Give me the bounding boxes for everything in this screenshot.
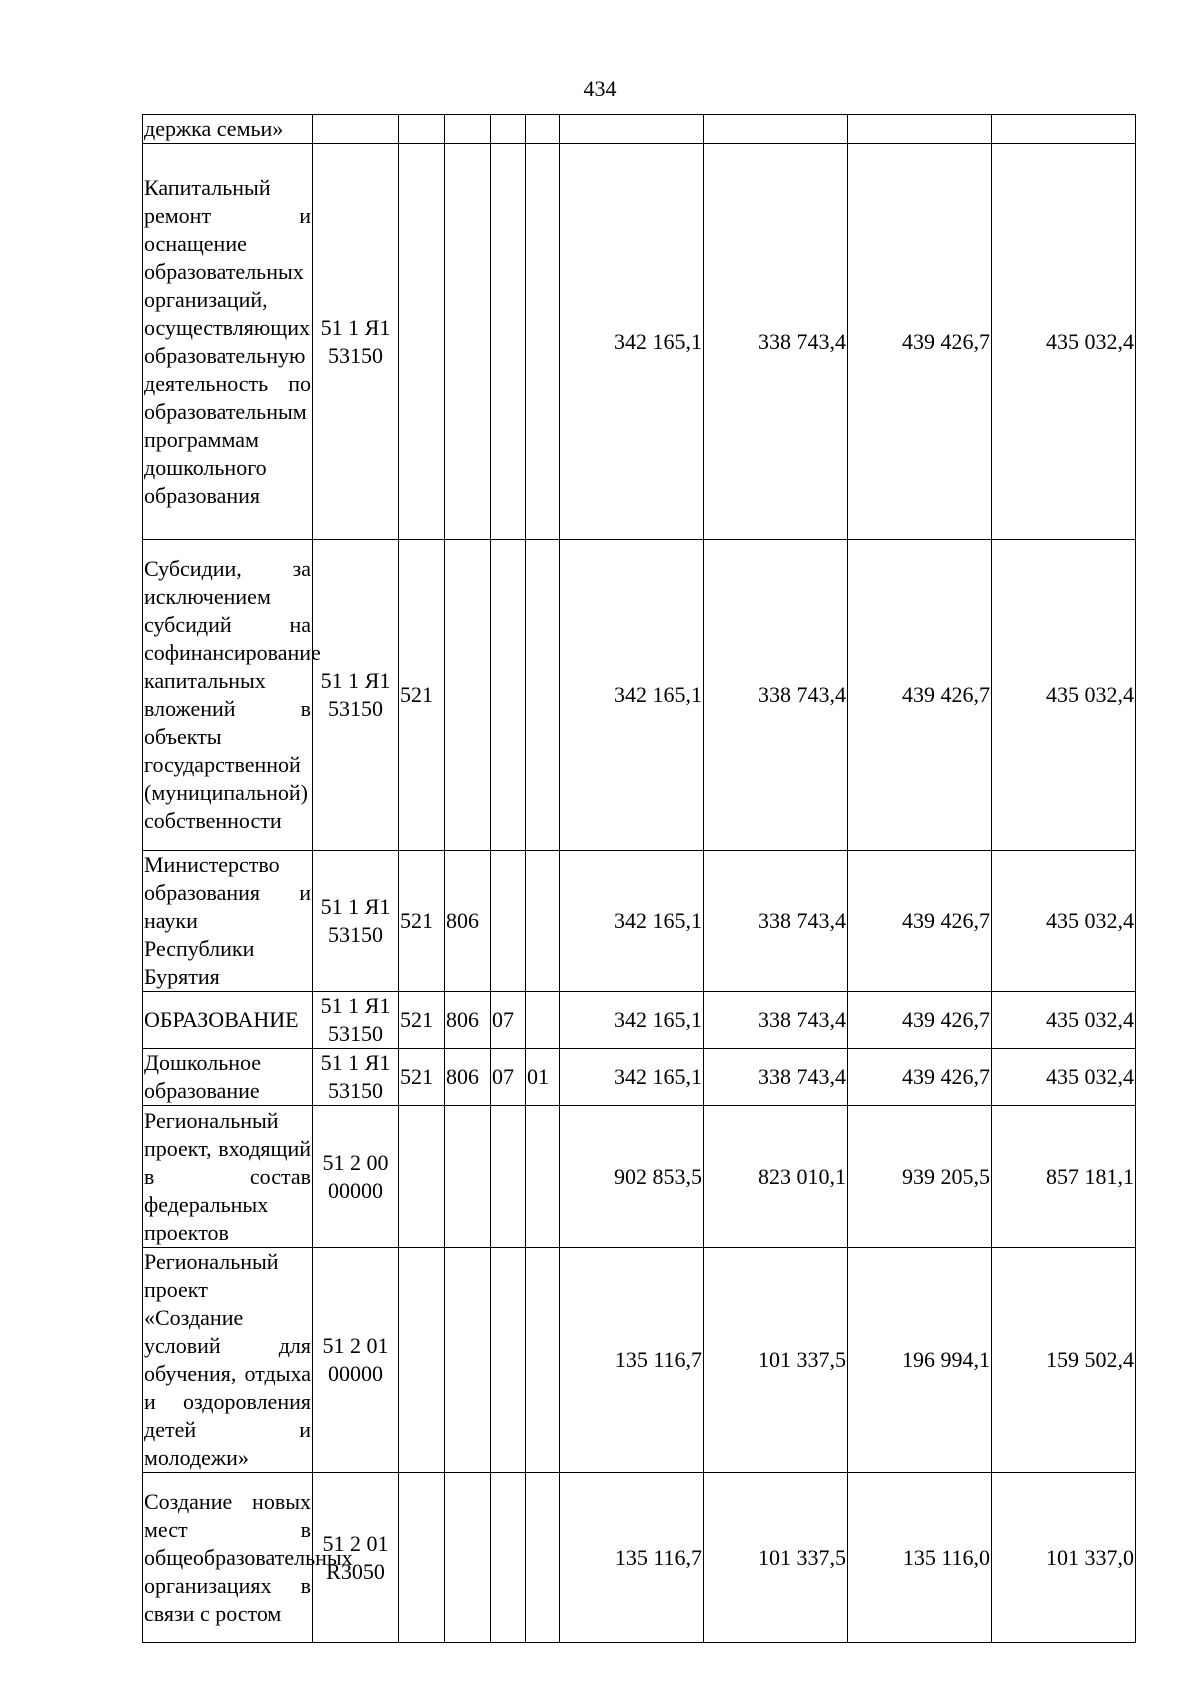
table-row <box>143 115 1136 144</box>
amount-col-4: 435 032,4 <box>992 1049 1136 1106</box>
section-code <box>491 1473 526 1643</box>
amount-col-3: 439 426,7 <box>848 144 992 540</box>
amount-col-2: 101 337,5 <box>704 1473 848 1643</box>
grbs-code <box>445 540 491 851</box>
section-code <box>491 540 526 851</box>
target-article-code: 51 2 00 00000 <box>313 1106 399 1248</box>
row-name: Капитальный ремонт и оснащение образовательных организаций, осуществляющих образовательную деятельность по образовательным программам дошкольного образования <box>143 144 313 540</box>
amount-col-1: 902 853,5 <box>560 1106 704 1248</box>
amount-col-4: 435 032,4 <box>992 540 1136 851</box>
target-article-code: 51 1 Я1 53150 <box>313 540 399 851</box>
grbs-code <box>445 1473 491 1643</box>
subsection-code: 01 <box>526 1049 560 1106</box>
expense-type-code <box>399 1473 445 1643</box>
subsection-code <box>526 115 560 144</box>
amount-col-2: 338 743,4 <box>704 540 848 851</box>
amount-col-4 <box>992 115 1136 144</box>
amount-col-2: 338 743,4 <box>704 1049 848 1106</box>
row-name: Создание новых мест в общеобразовательных организациях в связи с ростом <box>143 1473 313 1643</box>
amount-col-3: 439 426,7 <box>848 851 992 992</box>
grbs-code <box>445 1248 491 1473</box>
amount-col-2: 338 743,4 <box>704 851 848 992</box>
amount-col-3: 939 205,5 <box>848 1106 992 1248</box>
subsection-code <box>526 992 560 1049</box>
grbs-code <box>445 115 491 144</box>
row-name: Министерство образования и науки Республики Бурятия <box>143 851 313 992</box>
section-code <box>491 851 526 992</box>
budget-table <box>142 114 1136 1643</box>
subsection-code <box>526 1248 560 1473</box>
amount-col-4: 101 337,0 <box>992 1473 1136 1643</box>
amount-col-3: 439 426,7 <box>848 992 992 1049</box>
subsection-code <box>526 540 560 851</box>
section-code <box>491 144 526 540</box>
amount-col-3: 439 426,7 <box>848 540 992 851</box>
amount-col-3: 135 116,0 <box>848 1473 992 1643</box>
amount-col-4: 435 032,4 <box>992 992 1136 1049</box>
table-row <box>143 1106 1136 1248</box>
row-name: держка семьи» <box>143 115 313 144</box>
amount-col-4: 159 502,4 <box>992 1248 1136 1473</box>
amount-col-1: 342 165,1 <box>560 851 704 992</box>
subsection-code <box>526 851 560 992</box>
subsection-code <box>526 1106 560 1248</box>
grbs-code: 806 <box>445 1049 491 1106</box>
table-row <box>143 1473 1136 1643</box>
table-row <box>143 1049 1136 1106</box>
target-article-code <box>313 115 399 144</box>
subsection-code <box>526 1473 560 1643</box>
table-row <box>143 992 1136 1049</box>
target-article-code: 51 1 Я1 53150 <box>313 144 399 540</box>
target-article-code: 51 1 Я1 53150 <box>313 1049 399 1106</box>
amount-col-2: 338 743,4 <box>704 144 848 540</box>
page-number: 434 <box>583 76 617 101</box>
grbs-code: 806 <box>445 992 491 1049</box>
amount-col-4: 435 032,4 <box>992 144 1136 540</box>
expense-type-code: 521 <box>399 992 445 1049</box>
expense-type-code <box>399 115 445 144</box>
expense-type-code: 521 <box>399 851 445 992</box>
amount-col-3: 439 426,7 <box>848 1049 992 1106</box>
amount-col-1: 342 165,1 <box>560 1049 704 1106</box>
amount-col-2 <box>704 115 848 144</box>
expense-type-code <box>399 1106 445 1248</box>
amount-col-4: 857 181,1 <box>992 1106 1136 1248</box>
expense-type-code: 521 <box>399 540 445 851</box>
amount-col-2: 101 337,5 <box>704 1248 848 1473</box>
amount-col-1 <box>560 115 704 144</box>
target-article-code: 51 2 01 R3050 <box>313 1473 399 1643</box>
grbs-code: 806 <box>445 851 491 992</box>
section-code: 07 <box>491 992 526 1049</box>
amount-col-3 <box>848 115 992 144</box>
expense-type-code <box>399 1248 445 1473</box>
section-code <box>491 1106 526 1248</box>
section-code: 07 <box>491 1049 526 1106</box>
table-row <box>143 540 1136 851</box>
amount-col-2: 823 010,1 <box>704 1106 848 1248</box>
amount-col-2: 338 743,4 <box>704 992 848 1049</box>
target-article-code: 51 1 Я1 53150 <box>313 851 399 992</box>
target-article-code: 51 1 Я1 53150 <box>313 992 399 1049</box>
expense-type-code: 521 <box>399 1049 445 1106</box>
row-name: Региональный проект «Создание условий для обучения, отдыха и оздоровления детей и молодежи» <box>143 1248 313 1473</box>
amount-col-4: 435 032,4 <box>992 851 1136 992</box>
section-code <box>491 115 526 144</box>
row-name: Субсидии, за исключением субсидий на софинансирование капитальных вложений в объекты государственной (муниципальной) собственности <box>143 540 313 851</box>
grbs-code <box>445 144 491 540</box>
row-name: Региональный проект, входящий в состав федеральных проектов <box>143 1106 313 1248</box>
row-name: Дошкольное образование <box>143 1049 313 1106</box>
row-name: ОБРАЗОВАНИЕ <box>143 992 313 1049</box>
grbs-code <box>445 1106 491 1248</box>
subsection-code <box>526 144 560 540</box>
amount-col-1: 342 165,1 <box>560 992 704 1049</box>
amount-col-1: 342 165,1 <box>560 144 704 540</box>
table-row <box>143 1248 1136 1473</box>
amount-col-1: 135 116,7 <box>560 1473 704 1643</box>
amount-col-1: 342 165,1 <box>560 540 704 851</box>
table-row <box>143 851 1136 992</box>
section-code <box>491 1248 526 1473</box>
amount-col-1: 135 116,7 <box>560 1248 704 1473</box>
amount-col-3: 196 994,1 <box>848 1248 992 1473</box>
table-row <box>143 144 1136 540</box>
expense-type-code <box>399 144 445 540</box>
target-article-code: 51 2 01 00000 <box>313 1248 399 1473</box>
